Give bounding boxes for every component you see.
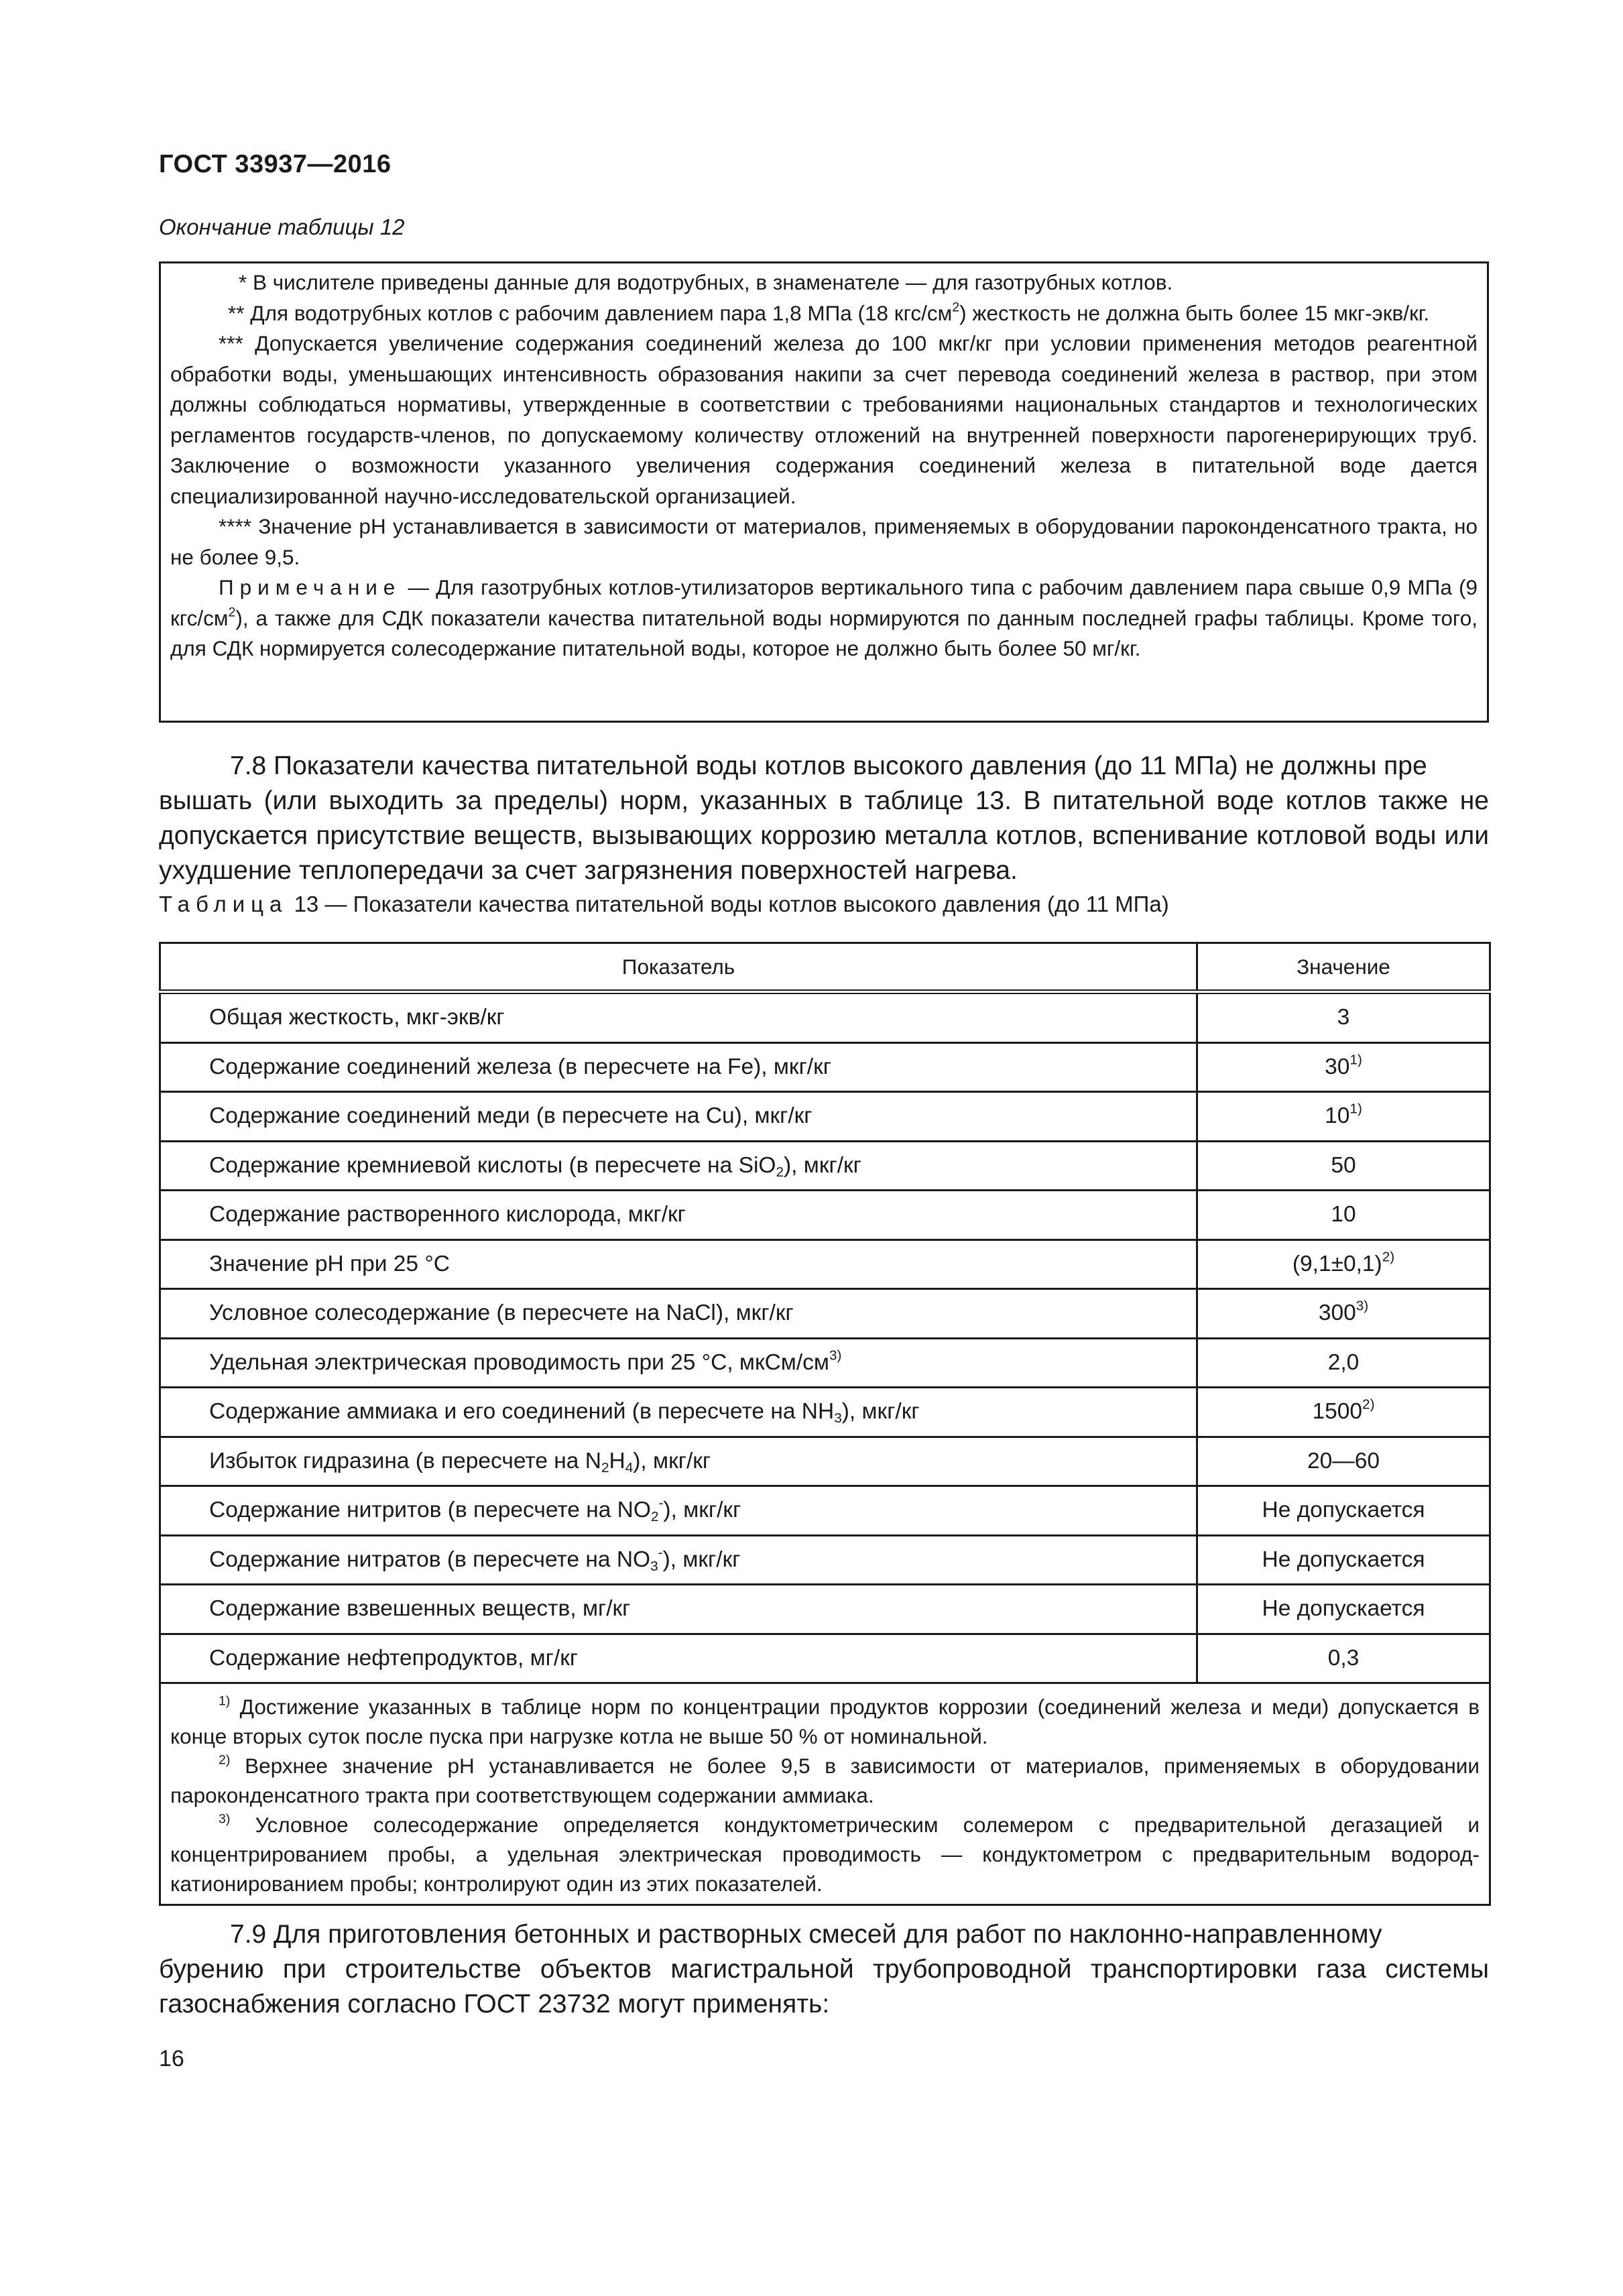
table-row	[160, 1437, 1490, 1486]
footnote-2	[170, 1751, 1480, 1810]
table-13-caption	[159, 892, 1169, 917]
table-row	[160, 1486, 1490, 1536]
note-remark-text-a: — Для газотрубных котлов-утилизаторов вертикального типа с рабочим давлением пара свыше 0,9 МПа (9 кгс/см	[170, 575, 1478, 630]
row-indicator-sub: 2	[601, 1459, 609, 1475]
row-value: 20—60	[1197, 1437, 1490, 1486]
footnote-1-mark: 1)	[219, 1693, 231, 1709]
table-footnotes-row	[160, 1683, 1490, 1905]
row-indicator	[160, 1486, 1197, 1536]
table-13	[159, 942, 1491, 1906]
row-indicator-text: Удельная электрическая проводимость при 25 °С, мкСм/см	[209, 1349, 829, 1375]
row-value	[1197, 1092, 1490, 1142]
column-header-value: Значение	[1197, 943, 1490, 992]
footnote-1-text: Достижение указанных в таблице норм по концентрации продуктов коррозии (соединений железа и меди) допускается в конце вторых суток после пуска при нагрузке котла не выше 50 % от номинальной.	[170, 1695, 1480, 1748]
paragraph-7-9-rest: бурению при строительстве объектов магистральной трубопроводной транспортировки газа системы газоснабжения согласно ГОСТ 23732 могут применять:	[159, 1955, 1489, 2018]
row-indicator-text-a: Избыток гидразина (в пересчете на N	[209, 1448, 601, 1473]
note-remark	[170, 572, 1478, 664]
row-indicator-sub: 3	[650, 1558, 658, 1574]
row-indicator-text-mid: H	[609, 1448, 625, 1473]
row-indicator	[160, 1338, 1197, 1388]
row-value-text: 30	[1325, 1054, 1350, 1079]
row-value	[1197, 1289, 1490, 1339]
row-value	[1197, 1388, 1490, 1437]
paragraph-7-8-rest: вышать (или выходить за пределы) норм, указанных в таблице 13. В питательной воде котлов также не допускается присутствие веществ, вызывающих коррозию металла котлов, вспенивание котловой воды или ухудшение теплопередачи за счет загрязнения поверхностей нагрева.	[159, 786, 1489, 885]
row-indicator: Общая жесткость, мкг-экв/кг	[160, 992, 1197, 1043]
row-indicator	[160, 1141, 1197, 1191]
paragraph-7-8-first-line: 7.8 Показатели качества питательной воды котлов высокого давления (до 11 МПа) не должны пре	[230, 751, 1427, 780]
row-indicator	[160, 1437, 1197, 1486]
note-2-text-a: ** Для водотрубных котлов с рабочим давлением пара 1,8 МПа (18 кгс/см	[228, 300, 953, 325]
row-indicator: Содержание соединений железа (в пересчете на Fe), мкг/кг	[160, 1042, 1197, 1092]
row-indicator: Условное солесодержание (в пересчете на NaCl), мкг/кг	[160, 1289, 1197, 1339]
table-row	[160, 1634, 1490, 1683]
table-footnotes	[160, 1683, 1490, 1905]
footnote-3-text: Условное солесодержание определяется кондуктометрическим солемером с предварительной дегазацией и концентрированием пробы, а удельная электрическая проводимость — кондуктометром с предварительным водород-катионированием пробы; контролируют один из этих показателей.	[170, 1813, 1480, 1896]
footnote-1	[170, 1692, 1480, 1751]
table-continuation-caption: Окончание таблицы 12	[159, 215, 405, 239]
row-value-text: 300	[1318, 1301, 1356, 1326]
note-remark-word: Примечание	[219, 575, 402, 599]
row-value-footnote-ref: 1)	[1349, 1052, 1362, 1068]
column-header-indicator: Показатель	[160, 943, 1197, 992]
paragraph-7-9-first-line: 7.9 Для приготовления бетонных и растворных смесей для работ по наклонно-направленному	[230, 1920, 1382, 1949]
row-indicator-sub: 4	[625, 1459, 634, 1475]
note-remark-text-b: ), а также для СДК показатели качества питательной воды нормируются по данным последней графы таблицы. Кроме того, для СДК нормируется солесодержание питательной воды, которое не должно быть более 50 мг/кг.	[170, 605, 1478, 660]
note-remark-sup: 2	[228, 604, 236, 619]
table-row	[160, 1240, 1490, 1289]
row-indicator	[160, 1535, 1197, 1585]
note-2-sup: 2	[952, 299, 960, 314]
row-value-footnote-ref: 3)	[1356, 1298, 1369, 1314]
document-header: ГОСТ 33937—2016	[159, 150, 392, 178]
row-indicator-text-b: ), мкг/кг	[784, 1152, 861, 1178]
row-value: 2,0	[1197, 1338, 1490, 1388]
row-value: 50	[1197, 1141, 1490, 1191]
table-row	[160, 1388, 1490, 1437]
footnote-2-mark: 2)	[219, 1752, 231, 1768]
note-3: *** Допускается увеличение содержания соединений железа до 100 мкг/кг при условии применения методов реагентной обработки воды, уменьшающих интенсивность образования накипи за счет перевода соединений железа в раствор, при этом должны соблюдаться нормативы, утвержденные в соответствии с требованиями национальных стандартов и технологических регламентов государств-членов, по допускаемому количеству отложений на внутренней поверхности парогенерирующих труб. Заключение о возможности указанного увеличения содержания соединений железа в питательной воде дается специализированной научно-исследовательской организацией.	[170, 331, 1478, 508]
row-indicator-text-b: ), мкг/кг	[841, 1399, 920, 1425]
paragraph-7-8	[159, 749, 1489, 888]
row-indicator-sub: 2	[776, 1164, 784, 1180]
row-value: 10	[1197, 1191, 1490, 1240]
table-header-row	[160, 943, 1490, 992]
table-12-notes-box	[159, 261, 1489, 723]
row-value-text: 10	[1325, 1103, 1350, 1129]
row-value: Не допускается	[1197, 1486, 1490, 1536]
table-row	[160, 1338, 1490, 1388]
row-indicator-sup: -	[658, 1495, 664, 1511]
row-value: 0,3	[1197, 1634, 1490, 1683]
row-indicator: Содержание нефтепродуктов, мг/кг	[160, 1634, 1197, 1683]
note-2-text-b: ) жесткость не должна быть более 15 мкг-экв/кг.	[959, 300, 1430, 325]
row-indicator-text-a: Содержание аммиака и его соединений (в пересчете на NH	[209, 1399, 835, 1425]
row-value-text: 1500	[1312, 1399, 1363, 1425]
table-row	[160, 1092, 1490, 1142]
row-indicator: Содержание растворенного кислорода, мкг/кг	[160, 1191, 1197, 1240]
table-row	[160, 992, 1490, 1043]
row-indicator-sub: 3	[834, 1410, 842, 1427]
paragraph-7-9	[159, 1917, 1489, 2022]
row-indicator-sup: -	[658, 1545, 663, 1561]
row-indicator-text-b: ), мкг/кг	[663, 1498, 741, 1523]
row-indicator: Значение рН при 25 °С	[160, 1240, 1197, 1289]
row-value-text: (9,1±0,1)	[1292, 1251, 1382, 1276]
table-row	[160, 1191, 1490, 1240]
page-number: 16	[159, 2046, 184, 2071]
table-row	[160, 1289, 1490, 1339]
row-indicator-text-a: Содержание нитритов (в пересчете на NO	[209, 1498, 651, 1523]
note-4: **** Значение рН устанавливается в зависимости от материалов, применяемых в оборудовании пароконденсатного тракта, но не более 9,5.	[170, 514, 1478, 569]
footnote-3-mark: 3)	[219, 1811, 231, 1827]
table-caption-word: Таблица	[159, 892, 288, 916]
table-row	[160, 1535, 1490, 1585]
row-indicator	[160, 1388, 1197, 1437]
row-value	[1197, 1042, 1490, 1092]
footnote-2-text: Верхнее значение рН устанавливается не более 9,5 в зависимости от материалов, применяемых в оборудовании пароконденсатного тракта при соответствующем содержании аммиака.	[170, 1754, 1480, 1807]
row-value: Не допускается	[1197, 1585, 1490, 1634]
row-value: 3	[1197, 992, 1490, 1043]
row-value-footnote-ref: 1)	[1349, 1101, 1362, 1117]
table-row	[160, 1585, 1490, 1634]
row-value-footnote-ref: 2)	[1382, 1249, 1395, 1265]
note-1: * В числителе приведены данные для водотрубных, в знаменателе — для газотрубных котлов.	[239, 270, 1173, 294]
table-row	[160, 1042, 1490, 1092]
row-indicator-sub: 2	[650, 1509, 659, 1525]
row-indicator-text-b: ), мкг/кг	[662, 1547, 741, 1572]
row-indicator-text-a: Содержание нитратов (в пересчете на NO	[209, 1547, 651, 1572]
row-indicator-text-b: ), мкг/кг	[633, 1448, 711, 1473]
table-caption-text: 13 — Показатели качества питательной воды котлов высокого давления (до 11 МПа)	[294, 892, 1169, 916]
row-indicator-footnote-ref: 3)	[829, 1347, 842, 1364]
row-indicator: Содержание соединений меди (в пересчете на Cu), мкг/кг	[160, 1092, 1197, 1142]
table-row	[160, 1141, 1490, 1191]
note-2	[170, 298, 1478, 329]
row-indicator: Содержание взвешенных веществ, мг/кг	[160, 1585, 1197, 1634]
row-value	[1197, 1240, 1490, 1289]
row-indicator-text-a: Содержание кремниевой кислоты (в пересчете на SiO	[209, 1152, 776, 1178]
footnote-3	[170, 1810, 1480, 1898]
row-value: Не допускается	[1197, 1535, 1490, 1585]
row-value-footnote-ref: 2)	[1362, 1396, 1375, 1412]
